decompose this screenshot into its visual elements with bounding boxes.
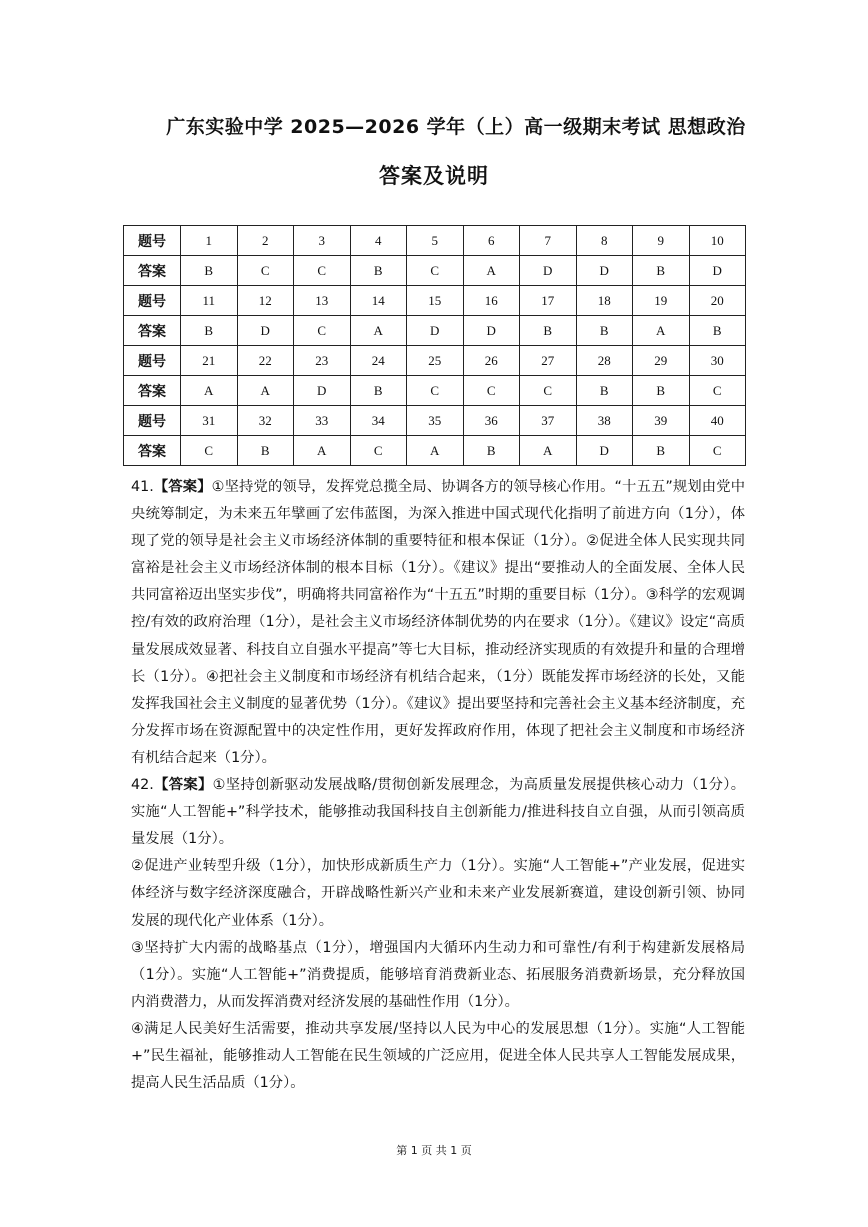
question-number-cell: 15 [407,286,464,316]
question-number-cell: 32 [237,406,294,436]
answer-letter-cell: C [294,256,351,286]
answer-letter-cell: A [350,316,407,346]
q42-paragraph-4: ④满足人民美好生活需要，推动共享发展/坚持以人民为中心的发展思想（1分）。实施“人工智能+”民生福祉，能够推动人工智能在民生领域的广泛应用，促进全体人民共享人工智能发展成果，提高人民生活品质（1分）。 [131,1020,745,1092]
question-row [124,346,746,376]
answer-row [124,436,746,466]
question-number-cell: 7 [520,226,577,256]
question-number-cell: 18 [576,286,633,316]
question-number-cell: 24 [350,346,407,376]
question-number-cell: 37 [520,406,577,436]
answer-letter-cell: A [633,316,690,346]
question-number-cell: 26 [463,346,520,376]
answer-letter-cell: C [181,436,238,466]
q42-answer-tag: 【答案】 [153,777,213,794]
question-number-cell: 33 [294,406,351,436]
q42-paragraph-1 [131,772,745,853]
question-label-cell: 题号 [124,346,181,376]
answer-letter-cell: D [576,256,633,286]
answer-letter-cell: B [633,436,690,466]
question-row [124,406,746,436]
question-number-cell: 21 [181,346,238,376]
question-label-cell: 题号 [124,286,181,316]
question-number-cell: 2 [237,226,294,256]
page-title: 广东实验中学 2025—2026 学年（上）高一级期末考试 思想政治 [166,116,746,138]
answer-letter-cell: B [576,376,633,406]
question-number-cell: 30 [689,346,746,376]
answer-letter-cell: D [576,436,633,466]
answer-letter-cell: C [294,316,351,346]
question-number-cell: 29 [633,346,690,376]
answer-label-cell: 答案 [124,436,181,466]
answer-letter-cell: C [689,376,746,406]
q41-answer-tag: 【答案】 [153,479,212,495]
answer-letter-cell: D [520,256,577,286]
answer-letter-cell: B [350,376,407,406]
answer-row [124,376,746,406]
answer-letter-cell: D [294,376,351,406]
answer-letter-cell: D [463,316,520,346]
question-number-cell: 1 [181,226,238,256]
answer-letter-cell: A [463,256,520,286]
question-number-cell: 25 [407,346,464,376]
q41-paragraph [131,474,745,772]
question-number-cell: 3 [294,226,351,256]
question-number-cell: 39 [633,406,690,436]
answer-label-cell: 答案 [124,316,181,346]
answer-letter-cell: B [181,316,238,346]
question-row [124,226,746,256]
question-number-cell: 35 [407,406,464,436]
answer-letter-cell: B [576,316,633,346]
page-footer: 第 1 页 共 1 页 [396,1144,472,1157]
answer-letter-cell: C [407,376,464,406]
question-number-cell: 36 [463,406,520,436]
q41-text: ①坚持党的领导，发挥党总揽全局、协调各方的领导核心作用。“十五五”规划由党中央统筹制定，为未来五年擘画了宏伟蓝图，为深入推进中国式现代化指明了前进方向（1分），体现了党的领导是社会主义市场经济体制的重要特征和根本保证（1分）。②促进全体人民实现共同富裕是社会主义市场经济体制的根本目标（1分）。《建议》提出“要推动人的全面发展、全体人民共同富裕迈出坚实步伐”，明确将共同富裕作为“十五五”时期的重要目标（1分）。③科学的宏观调控/有效的政府治理（1分），是社会主义市场经济体制优势的内在要求（1分）。《建议》设定“高质量发展成效显著、科技自立自强水平提高”等七大目标，推动经济实现质的有效提升和量的合理增长（1分）。④把社会主义制度和市场经济有机结合起来，（1分）既能发挥市场经济的长处，又能发挥我国社会主义制度的显著优势（1分）。《建议》提出要坚持和完善社会主义基本经济制度，充分发挥市场在资源配置中的决定性作用，更好发挥政府作用，体现了把社会主义制度和市场经济有机结合起来（1分）。 [131,479,745,766]
question-number-cell: 28 [576,346,633,376]
answer-letter-cell: C [689,436,746,466]
q42-point-1: ①坚持创新驱动发展战略/贯彻创新发展理念，为高质量发展提供核心动力（1分）。实施“人工智能+”科学技术，能够推动我国科技自主创新能力/推进科技自立自强，从而引领高质量发展（1分）。 [131,777,746,848]
question-number-cell: 20 [689,286,746,316]
answer-letter-cell: D [237,316,294,346]
q42-paragraph-2: ②促进产业转型升级（1分），加快形成新质生产力（1分）。实施“人工智能+”产业发展，促进实体经济与数字经济深度融合，开辟战略性新兴产业和未来产业发展新赛道，建设创新引领、协同发展的现代化产业体系（1分）。 [131,858,745,929]
answer-letter-cell: B [633,256,690,286]
question-number-cell: 9 [633,226,690,256]
question-number-cell: 40 [689,406,746,436]
question-number-cell: 12 [237,286,294,316]
question-number-cell: 13 [294,286,351,316]
question-number-cell: 10 [689,226,746,256]
answer-label-cell: 答案 [124,376,181,406]
question-number-cell: 38 [576,406,633,436]
question-number-cell: 19 [633,286,690,316]
question-label-cell: 题号 [124,226,181,256]
answer-letter-cell: A [237,376,294,406]
question-number-cell: 4 [350,226,407,256]
answer-letter-cell: B [689,316,746,346]
question-number-cell: 17 [520,286,577,316]
answer-letter-cell: D [689,256,746,286]
q42-paragraph-3: ③坚持扩大内需的战略基点（1分），增强国内大循环内生动力和可靠性/有利于构建新发展格局（1分）。实施“人工智能+”消费提质，能够培育消费新业态、拓展服务消费新场景，充分释放国内消费潜力，从而发挥消费对经济发展的基础性作用（1分）。 [131,939,745,1010]
answer-explanations [131,474,745,1097]
answer-letter-cell: C [463,376,520,406]
answer-letter-cell: A [181,376,238,406]
answer-table [123,225,746,466]
answer-row [124,256,746,286]
question-number-cell: 5 [407,226,464,256]
answer-letter-cell: C [350,436,407,466]
answer-letter-cell: C [407,256,464,286]
answer-letter-cell: B [520,316,577,346]
answer-letter-cell: C [237,256,294,286]
page-subtitle: 答案及说明 [379,164,489,188]
answer-letter-cell: B [237,436,294,466]
question-number-cell: 8 [576,226,633,256]
answer-letter-cell: C [520,376,577,406]
answer-letter-cell: B [633,376,690,406]
answer-label-cell: 答案 [124,256,181,286]
q41-number: 41. [131,479,154,495]
answer-letter-cell: A [407,436,464,466]
question-number-cell: 27 [520,346,577,376]
question-number-cell: 14 [350,286,407,316]
question-number-cell: 6 [463,226,520,256]
answer-letter-cell: B [350,256,407,286]
question-number-cell: 34 [350,406,407,436]
q42-number: 42. [131,777,154,794]
question-number-cell: 23 [294,346,351,376]
answer-letter-cell: A [294,436,351,466]
answer-row [124,316,746,346]
answer-letter-cell: D [407,316,464,346]
question-number-cell: 31 [181,406,238,436]
question-number-cell: 16 [463,286,520,316]
question-row [124,286,746,316]
answer-letter-cell: B [463,436,520,466]
question-number-cell: 22 [237,346,294,376]
answer-letter-cell: B [181,256,238,286]
question-label-cell: 题号 [124,406,181,436]
question-number-cell: 11 [181,286,238,316]
answer-letter-cell: A [520,436,577,466]
